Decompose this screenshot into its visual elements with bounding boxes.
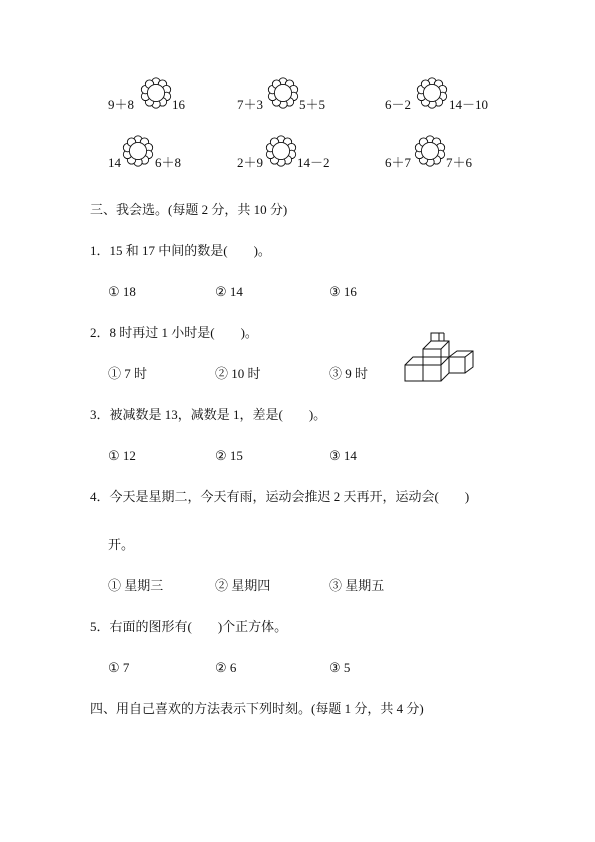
compare-r1c2-right: 5＋5 [299, 97, 326, 112]
q5-option-2: ② 6 [215, 660, 237, 675]
compare-r1c3-left: 6－2 [385, 97, 412, 112]
q2-option-2: ② 10 时 [215, 366, 261, 381]
section3-title: 三、我会选。(每题 2 分，共 10 分) [90, 202, 288, 217]
section4-title: 四、用自己喜欢的方法表示下列时刻。(每题 1 分，共 4 分) [90, 701, 424, 716]
flower-answer-circle-icon [139, 76, 173, 110]
compare-r1c2-left: 7＋3 [237, 97, 264, 112]
q4-stem: 4．今天是星期二，今天有雨，运动会推迟 2 天再开，运动会( ) [90, 489, 470, 504]
q4-option-1: ① 星期三 [108, 578, 164, 593]
flower-center-blank [147, 84, 164, 101]
flower-answer-circle-icon [266, 76, 300, 110]
q1-stem: 1．15 和 17 中间的数是( )。 [90, 243, 271, 258]
compare-r1c1-right: 16 [172, 97, 185, 112]
compare-r2c2-right: 14－2 [297, 155, 330, 170]
q1-option-3: ③ 16 [329, 284, 357, 299]
q2-stem: 2．8 时再过 1 小时是( )。 [90, 325, 258, 340]
flower-center-blank [421, 142, 438, 159]
q2-option-1: ① 7 时 [108, 366, 148, 381]
compare-r1c3-right: 14－10 [449, 97, 489, 112]
flower-answer-circle-icon [121, 134, 155, 168]
compare-r2c3-right: 7＋6 [446, 155, 473, 170]
q3-stem: 3．被减数是 13，减数是 1，差是( )。 [90, 407, 327, 422]
compare-r2c2-left: 2＋9 [237, 155, 264, 170]
flower-answer-circle-icon [264, 134, 298, 168]
q5-option-1: ① 7 [108, 660, 130, 675]
q3-option-3: ③ 14 [329, 448, 357, 463]
cubes-figure [400, 330, 480, 384]
q5-option-3: ③ 5 [329, 660, 351, 675]
q5-stem: 5．右面的图形有( )个正方体。 [90, 619, 288, 634]
flower-center-blank [274, 84, 291, 101]
flower-center-blank [423, 84, 440, 101]
q4-option-3: ③ 星期五 [329, 578, 385, 593]
flower-answer-circle-icon [413, 134, 447, 168]
flower-center-blank [272, 142, 289, 159]
q1-option-1: ① 18 [108, 284, 136, 299]
compare-r2c1-left: 14 [108, 155, 121, 170]
flower-center-blank [129, 142, 146, 159]
q3-option-2: ② 15 [215, 448, 243, 463]
compare-r1c1-left: 9＋8 [108, 97, 135, 112]
q4-option-2: ② 星期四 [215, 578, 271, 593]
compare-r2c1-right: 6＋8 [155, 155, 182, 170]
q4-stem-cont: 开。 [108, 537, 135, 552]
q3-option-1: ① 12 [108, 448, 136, 463]
flower-answer-circle-icon [415, 76, 449, 110]
q2-option-3: ③ 9 时 [329, 366, 369, 381]
compare-r2c3-left: 6＋7 [385, 155, 412, 170]
q1-option-2: ② 14 [215, 284, 243, 299]
